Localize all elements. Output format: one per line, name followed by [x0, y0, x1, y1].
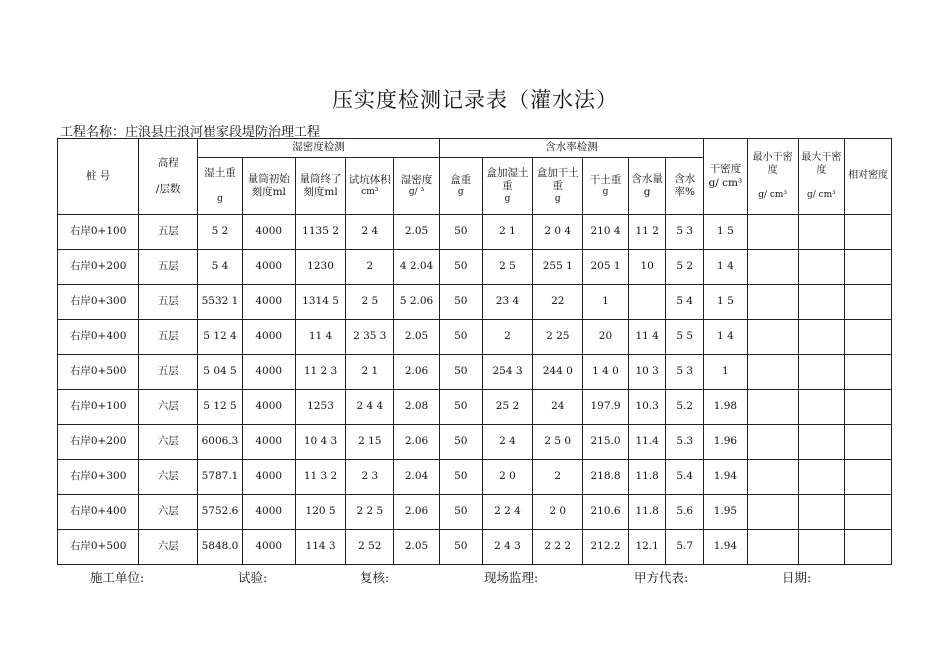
header-max-dry-density — [798, 139, 845, 215]
header-pit-volume-label: 试坑体积 — [348, 173, 391, 186]
cell-dry-density: 1.94 — [704, 460, 748, 495]
cell-max-dry-density — [798, 390, 845, 425]
cell-cylinder-final: 1230 — [295, 250, 346, 285]
cell-moisture-rate: 5 3 — [666, 215, 704, 250]
cell-wet-soil: 5 12 4 — [198, 320, 243, 355]
cell-box-weight: 50 — [439, 495, 482, 530]
header-elevation — [139, 139, 198, 215]
cell-dry-soil: 215.0 — [583, 425, 629, 460]
footer-owner-rep: 甲方代表: — [634, 570, 689, 585]
cell-cylinder-final: 11 3 2 — [295, 460, 346, 495]
cell-box-weight: 50 — [439, 285, 482, 320]
cell-moisture-rate: 5.2 — [666, 390, 704, 425]
cell-box-dry-soil: 22 — [533, 285, 583, 320]
header-wet-soil-label: 湿土重 — [204, 167, 236, 180]
cell-dry-density: 1 — [704, 355, 748, 390]
cell-water-content — [628, 285, 666, 320]
cell-pit-volume: 2 1 — [346, 355, 394, 390]
cell-moisture-rate: 5 4 — [666, 285, 704, 320]
cell-water-content: 11.8 — [628, 460, 666, 495]
cell-layer: 六层 — [139, 460, 198, 495]
header-min-label: 最小干密度 — [752, 152, 793, 176]
header-box-weight-label: 盒重 — [450, 173, 472, 186]
cell-pit-volume: 2 52 — [346, 530, 394, 565]
cell-wet-density: 2.06 — [394, 495, 440, 530]
cell-pile-no: 右岸0+400 — [58, 495, 139, 530]
cell-max-dry-density — [798, 495, 845, 530]
table-row — [58, 425, 892, 460]
cell-pile-no: 右岸0+100 — [58, 215, 139, 250]
header-box-wet-soil-label: 盒加湿土重 — [486, 167, 529, 193]
header-box-dry-soil — [533, 158, 583, 215]
project-name: 工程名称：庄浪县庄浪河崔家段堤防治理工程 — [60, 125, 321, 140]
cell-layer: 六层 — [139, 530, 198, 565]
cell-layer: 五层 — [139, 355, 198, 390]
cell-max-dry-density — [798, 320, 845, 355]
cell-box-weight: 50 — [439, 390, 482, 425]
cell-cylinder-final: 11 4 — [295, 320, 346, 355]
cell-wet-soil: 5752.6 — [198, 495, 243, 530]
footer-date: 日期: — [782, 570, 812, 585]
cell-dry-density: 1 4 — [704, 320, 748, 355]
header-wet-density-group: 湿密度检测 — [198, 139, 440, 158]
cell-water-content: 10 3 — [628, 355, 666, 390]
cell-max-dry-density — [798, 215, 845, 250]
cell-pit-volume: 2 2 5 — [346, 495, 394, 530]
header-layers-label: /层数 — [155, 183, 181, 196]
cell-cylinder-initial: 4000 — [242, 320, 295, 355]
header-box-dry-soil-unit: g — [554, 193, 561, 204]
header-dry-soil — [583, 158, 629, 215]
cell-min-dry-density — [747, 425, 798, 460]
cell-dry-soil: 210 4 — [583, 215, 629, 250]
header-dry-soil-unit: g — [602, 186, 609, 197]
cell-cylinder-initial: 4000 — [242, 250, 295, 285]
cell-box-weight: 50 — [439, 425, 482, 460]
cell-wet-soil: 5787.1 — [198, 460, 243, 495]
cell-box-wet-soil: 2 4 — [482, 425, 533, 460]
header-cylinder-initial: 量筒初始刻度ml — [242, 158, 295, 215]
header-box-dry-soil-label: 盒加干土重 — [536, 167, 579, 193]
cell-cylinder-final: 114 3 — [295, 530, 346, 565]
cell-dry-density: 1.96 — [704, 425, 748, 460]
cell-cylinder-final: 10 4 3 — [295, 425, 346, 460]
cell-relative-density — [845, 250, 892, 285]
cell-dry-density: 1 5 — [704, 285, 748, 320]
cell-dry-soil: 218.8 — [583, 460, 629, 495]
cell-relative-density — [845, 460, 892, 495]
header-dry-density-unit: g/ cm³ — [708, 176, 743, 189]
cell-pile-no: 右岸0+300 — [58, 460, 139, 495]
header-wet-soil-unit: g — [217, 193, 223, 204]
header-cylinder-final: 量筒终了刻度ml — [295, 158, 346, 215]
cell-dry-density: 1.98 — [704, 390, 748, 425]
cell-relative-density — [845, 495, 892, 530]
cell-pile-no: 右岸0+200 — [58, 425, 139, 460]
cell-layer: 六层 — [139, 390, 198, 425]
cell-cylinder-final: 1135 2 — [295, 215, 346, 250]
cell-moisture-rate: 5 2 — [666, 250, 704, 285]
cell-pit-volume: 2 3 — [346, 460, 394, 495]
cell-dry-soil: 212.2 — [583, 530, 629, 565]
cell-min-dry-density — [747, 250, 798, 285]
cell-pile-no: 右岸0+300 — [58, 285, 139, 320]
header-max-unit: g/ cm³ — [806, 189, 836, 200]
cell-cylinder-initial: 4000 — [242, 425, 295, 460]
cell-wet-density: 2.05 — [394, 530, 440, 565]
cell-water-content: 11 4 — [628, 320, 666, 355]
cell-cylinder-initial: 4000 — [242, 355, 295, 390]
cell-max-dry-density — [798, 355, 845, 390]
cell-pit-volume: 2 35 3 — [346, 320, 394, 355]
cell-layer: 六层 — [139, 495, 198, 530]
cell-cylinder-initial: 4000 — [242, 495, 295, 530]
cell-cylinder-initial: 4000 — [242, 530, 295, 565]
cell-wet-density: 5 2.06 — [394, 285, 440, 320]
cell-wet-soil: 5 04 5 — [198, 355, 243, 390]
cell-water-content: 10 — [628, 250, 666, 285]
table-body — [58, 215, 892, 565]
cell-box-wet-soil: 23 4 — [482, 285, 533, 320]
cell-moisture-rate: 5.6 — [666, 495, 704, 530]
header-wet-density — [394, 158, 440, 215]
page-title: 压实度检测记录表（灌水法） — [332, 88, 618, 112]
cell-box-wet-soil: 2 — [482, 320, 533, 355]
header-pit-volume-unit: cm³ — [361, 186, 379, 197]
cell-water-content: 11 2 — [628, 215, 666, 250]
cell-moisture-rate: 5.3 — [666, 425, 704, 460]
header-wet-density-label: 湿密度 — [400, 173, 433, 186]
header-elevation-label: 高程 — [157, 156, 179, 169]
cell-pit-volume: 2 5 — [346, 285, 394, 320]
cell-water-content: 11.4 — [628, 425, 666, 460]
cell-cylinder-initial: 4000 — [242, 215, 295, 250]
cell-dry-soil: 210.6 — [583, 495, 629, 530]
cell-water-content: 11.8 — [628, 495, 666, 530]
cell-box-wet-soil: 25 2 — [482, 390, 533, 425]
cell-box-dry-soil: 2 25 — [533, 320, 583, 355]
cell-dry-density: 1 4 — [704, 250, 748, 285]
cell-cylinder-initial: 4000 — [242, 285, 295, 320]
cell-box-wet-soil: 2 1 — [482, 215, 533, 250]
cell-box-wet-soil: 254 3 — [482, 355, 533, 390]
cell-box-wet-soil: 2 4 3 — [482, 530, 533, 565]
cell-cylinder-initial: 4000 — [242, 460, 295, 495]
cell-wet-soil: 5 4 — [198, 250, 243, 285]
cell-layer: 五层 — [139, 320, 198, 355]
cell-pile-no: 右岸0+500 — [58, 355, 139, 390]
cell-wet-soil: 5 12 5 — [198, 390, 243, 425]
cell-dry-density: 1.94 — [704, 530, 748, 565]
cell-water-content: 10.3 — [628, 390, 666, 425]
cell-relative-density — [845, 390, 892, 425]
cell-cylinder-final: 120 5 — [295, 495, 346, 530]
cell-box-dry-soil: 24 — [533, 390, 583, 425]
header-pit-volume — [346, 158, 394, 215]
cell-pit-volume: 2 4 — [346, 215, 394, 250]
table-row — [58, 530, 892, 565]
cell-pit-volume: 2 — [346, 250, 394, 285]
cell-box-weight: 50 — [439, 355, 482, 390]
cell-max-dry-density — [798, 285, 845, 320]
table-row — [58, 320, 892, 355]
cell-box-dry-soil: 255 1 — [533, 250, 583, 285]
cell-box-weight: 50 — [439, 530, 482, 565]
header-water-content: 含水量g — [628, 158, 666, 215]
cell-min-dry-density — [747, 285, 798, 320]
table-row — [58, 495, 892, 530]
table-row — [58, 460, 892, 495]
cell-box-weight: 50 — [439, 215, 482, 250]
cell-min-dry-density — [747, 355, 798, 390]
cell-box-weight: 50 — [439, 250, 482, 285]
cell-wet-density: 2.06 — [394, 355, 440, 390]
cell-relative-density — [845, 285, 892, 320]
footer-construction-unit: 施工单位: — [90, 570, 145, 585]
cell-relative-density — [845, 215, 892, 250]
cell-box-wet-soil: 2 5 — [482, 250, 533, 285]
cell-pile-no: 右岸0+200 — [58, 250, 139, 285]
cell-pile-no: 右岸0+100 — [58, 390, 139, 425]
cell-relative-density — [845, 425, 892, 460]
cell-moisture-rate: 5.4 — [666, 460, 704, 495]
cell-wet-density: 4 2.04 — [394, 250, 440, 285]
header-dry-density-label: 干密度 — [709, 163, 742, 176]
header-max-label: 最大干密度 — [801, 152, 842, 176]
cell-layer: 五层 — [139, 250, 198, 285]
header-min-dry-density — [747, 139, 798, 215]
cell-pile-no: 右岸0+400 — [58, 320, 139, 355]
cell-moisture-rate: 5.7 — [666, 530, 704, 565]
cell-dry-density: 1.95 — [704, 495, 748, 530]
cell-wet-density: 2.05 — [394, 215, 440, 250]
cell-dry-soil: 1 — [583, 285, 629, 320]
header-group-row — [58, 139, 892, 158]
cell-box-dry-soil: 2 — [533, 460, 583, 495]
cell-min-dry-density — [747, 390, 798, 425]
cell-box-dry-soil: 2 0 — [533, 495, 583, 530]
cell-wet-soil: 5 2 — [198, 215, 243, 250]
table-row — [58, 215, 892, 250]
cell-box-dry-soil: 2 5 0 — [533, 425, 583, 460]
cell-wet-density: 2.04 — [394, 460, 440, 495]
cell-box-weight: 50 — [439, 320, 482, 355]
footer-supervisor: 现场监理: — [484, 570, 539, 585]
header-box-wet-soil — [482, 158, 533, 215]
cell-cylinder-initial: 4000 — [242, 390, 295, 425]
cell-layer: 六层 — [139, 425, 198, 460]
footer-test: 试验: — [238, 570, 268, 585]
cell-min-dry-density — [747, 460, 798, 495]
header-moisture-rate: 含水率% — [666, 158, 704, 215]
header-moisture-group: 含水率检测 — [439, 139, 703, 158]
cell-moisture-rate: 5 5 — [666, 320, 704, 355]
cell-layer: 五层 — [139, 215, 198, 250]
cell-max-dry-density — [798, 460, 845, 495]
cell-min-dry-density — [747, 530, 798, 565]
cell-box-dry-soil: 2 0 4 — [533, 215, 583, 250]
cell-dry-soil: 1 4 0 — [583, 355, 629, 390]
header-box-weight-unit: g — [457, 186, 464, 197]
cell-relative-density — [845, 530, 892, 565]
cell-pit-volume: 2 4 4 — [346, 390, 394, 425]
record-table — [57, 138, 892, 565]
cell-water-content: 12.1 — [628, 530, 666, 565]
cell-box-weight: 50 — [439, 460, 482, 495]
cell-relative-density — [845, 355, 892, 390]
cell-dry-soil: 20 — [583, 320, 629, 355]
cell-cylinder-final: 11 2 3 — [295, 355, 346, 390]
table-row — [58, 390, 892, 425]
cell-wet-density: 2.06 — [394, 425, 440, 460]
header-wet-density-unit: g/ ³ — [408, 186, 425, 197]
header-min-unit: g/ cm³ — [758, 189, 788, 200]
header-box-weight — [439, 158, 482, 215]
header-pile-no: 桩 号 — [58, 139, 139, 215]
cell-wet-soil: 5848.0 — [198, 530, 243, 565]
header-wet-soil-weight — [198, 158, 243, 215]
cell-relative-density — [845, 320, 892, 355]
cell-box-wet-soil: 2 0 — [482, 460, 533, 495]
cell-pit-volume: 2 15 — [346, 425, 394, 460]
cell-dry-soil: 205 1 — [583, 250, 629, 285]
cell-max-dry-density — [798, 250, 845, 285]
cell-dry-density: 1 5 — [704, 215, 748, 250]
cell-min-dry-density — [747, 320, 798, 355]
cell-max-dry-density — [798, 530, 845, 565]
table-row — [58, 250, 892, 285]
cell-box-wet-soil: 2 2 4 — [482, 495, 533, 530]
table-row — [58, 285, 892, 320]
cell-moisture-rate: 5 3 — [666, 355, 704, 390]
cell-min-dry-density — [747, 215, 798, 250]
cell-max-dry-density — [798, 425, 845, 460]
cell-dry-soil: 197.9 — [583, 390, 629, 425]
header-box-wet-soil-unit: g — [504, 193, 511, 204]
footer-recheck: 复核: — [360, 570, 390, 585]
header-dry-soil-label: 干土重 — [589, 173, 622, 186]
table-row — [58, 355, 892, 390]
cell-cylinder-final: 1253 — [295, 390, 346, 425]
cell-min-dry-density — [747, 495, 798, 530]
cell-layer: 五层 — [139, 285, 198, 320]
header-relative-density: 相对密度 — [845, 139, 892, 215]
cell-wet-density: 2.05 — [394, 320, 440, 355]
cell-box-dry-soil: 244 0 — [533, 355, 583, 390]
header-dry-density — [704, 139, 748, 215]
cell-box-dry-soil: 2 2 2 — [533, 530, 583, 565]
cell-wet-density: 2.08 — [394, 390, 440, 425]
cell-wet-soil: 5532 1 — [198, 285, 243, 320]
cell-pile-no: 右岸0+500 — [58, 530, 139, 565]
cell-wet-soil: 6006.3 — [198, 425, 243, 460]
cell-cylinder-final: 1314 5 — [295, 285, 346, 320]
